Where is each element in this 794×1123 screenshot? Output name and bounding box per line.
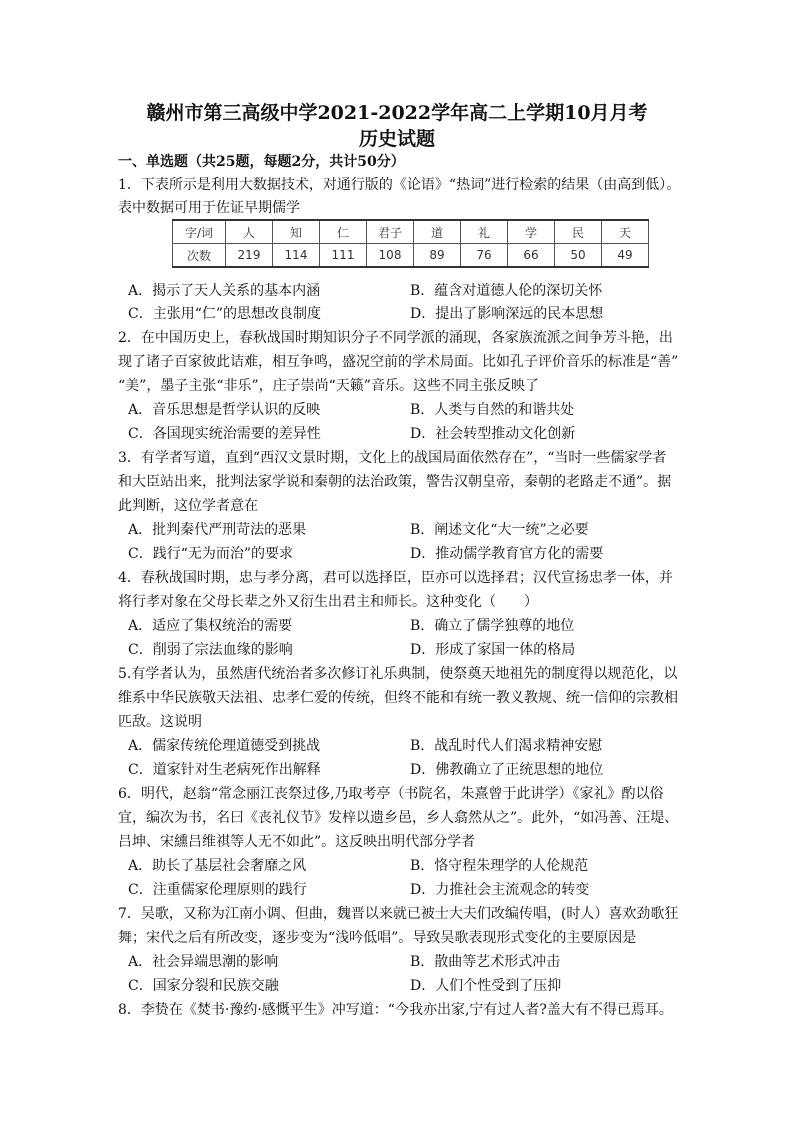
table-header-cell: 字/词 — [173, 220, 226, 244]
q4-option-d: D．形成了家国一体的格局 — [410, 642, 576, 658]
q1-option-c: C．主张用“仁”的思想改良制度 — [128, 306, 322, 322]
table-cell: 89 — [414, 244, 461, 268]
q6-option-c: C．注重儒家伦理原则的践行 — [128, 882, 307, 898]
q2-stem-line3: “美”，墨子主张“非乐”，庄子崇尚“天籁”音乐。这些不同主张反映了 — [118, 378, 539, 394]
q5-stem-line2: 维系中华民族敬天法祖、忠孝仁爱的传统，但终不能和有统一教义教规、统一信仰的宗教相 — [118, 690, 678, 706]
q3-stem-line1: 3．有学者写道，直到“西汉文景时期，文化上的战国局面依然存在”，“当时一些儒家学者 — [118, 450, 667, 466]
q8-stem-line1: 8．李贽在《焚书·豫约·感慨平生》冲写道：“今我亦出家,宁有过人者?盖大有不得已焉耳。 — [118, 1002, 673, 1018]
q5-option-b: B．战乱时代人们渴求精神安慰 — [410, 738, 603, 754]
q5-stem-line1: 5.有学者认为，虽然唐代统治者多次修订礼乐典制，使祭奠天地祖先的制度得以规范化，以 — [118, 666, 678, 682]
q1-option-a: A．揭示了天人关系的基本内涵 — [128, 283, 321, 299]
q3-option-a: A．批判秦代严刑苛法的恶果 — [128, 522, 307, 538]
q1-option-b: B．蕴含对道德人伦的深切关怀 — [410, 283, 603, 299]
table-row-words — [173, 220, 649, 244]
q7-option-c: C．国家分裂和民族交融 — [128, 978, 279, 994]
q6-option-a: A．助长了基层社会奢靡之风 — [128, 858, 307, 874]
q3-option-b: B．阐述文化“大一统”之必要 — [410, 522, 589, 538]
table-cell: 民 — [555, 220, 602, 244]
q7-option-a: A．社会异端思潮的影响 — [128, 954, 279, 970]
table-cell: 108 — [367, 244, 414, 268]
q1-word-frequency-table — [172, 219, 649, 268]
q7-stem-line2: 舞；宋代之后有所改变，逐步变为“浅吟低唱”。导致吴歌表现形式变化的主要原因是 — [118, 930, 637, 946]
table-cell: 人 — [226, 220, 273, 244]
table-cell: 君子 — [367, 220, 414, 244]
q2-stem-line1: 2．在中国历史上，春秋战国时期知识分子不同学派的涌现，各家族流派之间争芳斗艳，出 — [118, 330, 673, 346]
table-cell: 礼 — [461, 220, 508, 244]
table-row-counts — [173, 244, 649, 268]
q3-stem-line2: 和大臣站出来，批判法家学说和秦朝的法治政策，警告汉朝皇帝，秦朝的老路走不通”。据 — [118, 474, 672, 490]
q5-option-c: C．道家针对生老病死作出解释 — [128, 762, 321, 778]
exam-title: 赣州市第三高级中学2021-2022学年高二上学期10月月考 — [146, 102, 648, 124]
q2-option-c: C．各国现实统治需要的差异性 — [128, 426, 321, 442]
table-cell: 道 — [414, 220, 461, 244]
q4-option-c: C．削弱了宗法血缘的影响 — [128, 642, 293, 658]
q2-option-d: D．社会转型推动文化创新 — [410, 426, 576, 442]
table-cell: 76 — [461, 244, 508, 268]
q4-option-b: B．确立了儒学独尊的地位 — [410, 618, 575, 634]
q5-option-a: A．儒家传统伦理道德受到挑战 — [128, 738, 321, 754]
exam-subject-title: 历史试题 — [358, 128, 435, 150]
q6-option-d: D．力推社会主流观念的转变 — [410, 882, 590, 898]
table-cell: 知 — [273, 220, 320, 244]
q6-stem-line1: 6．明代，赵翁“常念丽江丧祭过侈,乃取考亭（书院名，朱熹曾于此讲学）《家礼》酌以俗 — [118, 786, 664, 802]
q5-option-d: D．佛教确立了正统思想的地位 — [410, 762, 604, 778]
q2-option-b: B．人类与自然的和谐共处 — [410, 402, 575, 418]
q7-option-d: D．人们个性受到了压抑 — [410, 978, 562, 994]
table-cell: 仁 — [320, 220, 367, 244]
table-cell: 学 — [508, 220, 555, 244]
q4-stem-line2: 将行孝对象在父母长辈之外又衍生出君主和师长。这种变化（ ） — [118, 594, 538, 610]
table-cell: 49 — [602, 244, 649, 268]
q3-option-c: C．践行“无为而治”的要求 — [128, 546, 294, 562]
q2-stem-line2: 现了诸子百家彼此诘难，相互争鸣，盛况空前的学术局面。比如孔子评价音乐的标准是“善” — [118, 354, 679, 370]
table-cell: 天 — [602, 220, 649, 244]
q1-stem-line1: 1．下表所示是利用大数据技术，对通行版的《论语》“热词”进行检索的结果（由高到低）。 — [118, 177, 681, 193]
q6-option-b: B．恪守程朱理学的人伦规范 — [410, 858, 589, 874]
q1-stem-line2: 表中数据可用于佐证早期儒学 — [118, 200, 300, 216]
table-cell: 111 — [320, 244, 367, 268]
table-cell: 66 — [508, 244, 555, 268]
q4-stem-line1: 4．春秋战国时期，忠与孝分离，君可以选择臣，臣亦可以选择君；汉代宣扬忠孝一体，并 — [118, 570, 673, 586]
q3-stem-line3: 此判断，这位学者意在 — [118, 498, 258, 514]
q7-option-b: B．散曲等艺术形式冲击 — [410, 954, 561, 970]
q6-stem-line3: 吕坤、宋纁吕维祺等人无不如此”。这反映出明代部分学者 — [118, 834, 476, 850]
section-heading: 一、单选题（共25题，每题2分，共计50分） — [118, 154, 405, 170]
q2-option-a: A．音乐思想是哲学认识的反映 — [128, 402, 321, 418]
table-cell: 219 — [226, 244, 273, 268]
q3-option-d: D．推动儒学教育官方化的需要 — [410, 546, 604, 562]
q5-stem-line3: 匹敌。这说明 — [118, 714, 202, 730]
q6-stem-line2: 宜，编次为书，名曰《丧礼仪节》发梓以遗乡邑，乡人翕然从之”。此外，“如冯善、汪堤、 — [118, 810, 679, 826]
table-cell: 114 — [273, 244, 320, 268]
table-cell: 50 — [555, 244, 602, 268]
q1-option-d: D．提出了影响深远的民本思想 — [410, 306, 604, 322]
q4-option-a: A．适应了集权统治的需要 — [128, 618, 293, 634]
table-header-cell: 次数 — [173, 244, 226, 268]
q7-stem-line1: 7．吴歌，又称为江南小调、但曲，魏晋以来就已被士大夫们改编传唱，(时人）喜欢劲歌狂 — [118, 906, 679, 922]
